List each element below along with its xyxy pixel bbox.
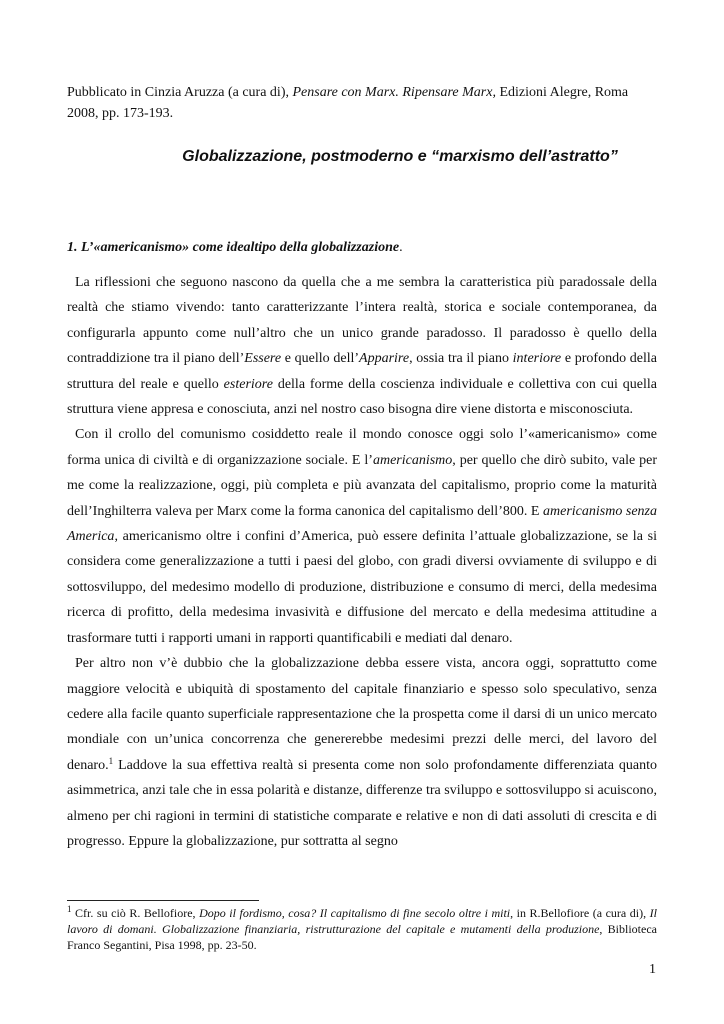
paragraph-text: e quello dell’	[281, 351, 360, 367]
footnote-emphasis: Dopo il fordismo, cosa? Il capitalismo di fine secolo oltre i miti	[199, 906, 511, 920]
section-heading	[67, 237, 403, 258]
paragraph-text: , per quello che dirò subito, vale per me come la realizzazione, oggi, più completa e più avanzata del capitalismo, proprio come la maturità dell’Inghilterra valeva per Marx come la forma canonica del capitalismo dell’800. E	[67, 452, 657, 519]
paragraph-1	[67, 270, 657, 422]
emphasis-text: americanismo senza America	[67, 503, 657, 545]
footnote-marker: 1	[67, 904, 72, 914]
emphasis-text: interiore	[512, 351, 562, 367]
paragraph-text: , americanismo oltre i confini d’America, può essere definita l’attuale globalizzazione, se la si considera come generalizzazione a tutti i paesi del globo, con gradi diversi ovviamente di sviluppo e di sottosviluppo, del medesimo modello di produzione, distribuzione e consumo di merci, della medesima ricerca di profitto, della medesima invasività e diffusione del mercato e della medesima attitudine a trasformare tutti i rapporti umani in rapporti quantificabili e mediati dal denaro.	[67, 529, 657, 646]
paragraph-3	[67, 651, 657, 854]
publication-note	[67, 82, 659, 124]
paragraph-text: , ossia tra il piano	[409, 351, 513, 367]
paragraph-text: Per altro non v’è dubbio che la globalizzazione debba essere vista, ancora oggi, soprattutto come maggiore velocità e ubiquità di spostamento del capitale finanziario e spesso solo speculativo, senza cedere alla facile quanto superficiale rappresentazione che la prospetta come il darsi di un unico mercato mondiale con un’unica concorrenza che genererebbe medesimi prezzi delle merci, del lavoro del denaro.	[67, 656, 657, 773]
publication-book-title: Pensare con Marx. Ripensare Marx,	[292, 85, 496, 100]
section-heading-end: .	[399, 240, 403, 255]
footnote-divider	[67, 900, 259, 901]
footnote-text: Cfr. su ciò R. Bellofiore,	[71, 906, 200, 920]
body-text	[67, 270, 657, 854]
page-title: Globalizzazione, postmoderno e “marxismo dell’astratto”	[182, 148, 618, 165]
paragraph-2	[67, 422, 657, 651]
footnote-emphasis: Il lavoro di domani. Globalizzazione finanziaria, ristrutturazione del capitale e mutamenti della produzione	[67, 906, 658, 936]
footnote-text: , in R.Bellofiore (a cura di),	[510, 906, 650, 920]
emphasis-text: Apparire	[359, 351, 410, 367]
publication-prefix: Pubblicato in Cinzia Aruzza (a cura di),	[67, 85, 293, 100]
publication-suffix: Edizioni Alegre, Roma 2008, pp. 173-193.	[67, 85, 629, 121]
paragraph-text: Con il crollo del comunismo cosiddetto reale il mondo conosce oggi solo l’«americanismo» come forma unica di civiltà e di organizzazione sociale. E l’	[67, 427, 657, 468]
paragraph-text: e profondo della struttura del reale e quello	[67, 351, 657, 392]
paragraph-text: della forme della coscienza individuale e collettiva con cui quella struttura viene appresa e conosciuta, anzi nel nostro caso bisogna dire viene distorta e misconosciuta.	[67, 376, 657, 418]
paragraph-text: La riflessioni che seguono nascono da quella che a me sembra la caratteristica più paradossale della realtà che stiamo vivendo: tanto caratterizzante l’intera realtà, storica e sociale contemporanea, da configurarla appunto come null’altro che un unico grande paradosso. Il paradosso è quello della contraddizione tra il piano dell’	[67, 275, 657, 367]
footnote-reference[interactable]: 1	[108, 755, 114, 766]
page-number: 1	[649, 962, 656, 977]
footnote-1	[67, 905, 657, 953]
section-heading-text: 1. L’«americanismo» come idealtipo della globalizzazione	[67, 240, 400, 255]
emphasis-text: Essere	[244, 351, 282, 367]
emphasis-text: americanismo	[372, 452, 453, 468]
footnote-text: , Biblioteca Franco Segantini, Pisa 1998, pp. 23-50.	[67, 922, 657, 952]
paragraph-text: Laddove la sua effettiva realtà si presenta come non solo profondamente differenziata quanto asimmetrica, anzi tale che in essa polarità e distanze, differenze tra sviluppo e sottosviluppo si acuiscono, almeno per chi ragioni in termini di statistiche comparate e relative e non di dati assoluti di crescita e di progresso. Eppure la globalizzazione, pur sottratta al segno	[67, 757, 657, 849]
emphasis-text: esteriore	[223, 376, 273, 392]
